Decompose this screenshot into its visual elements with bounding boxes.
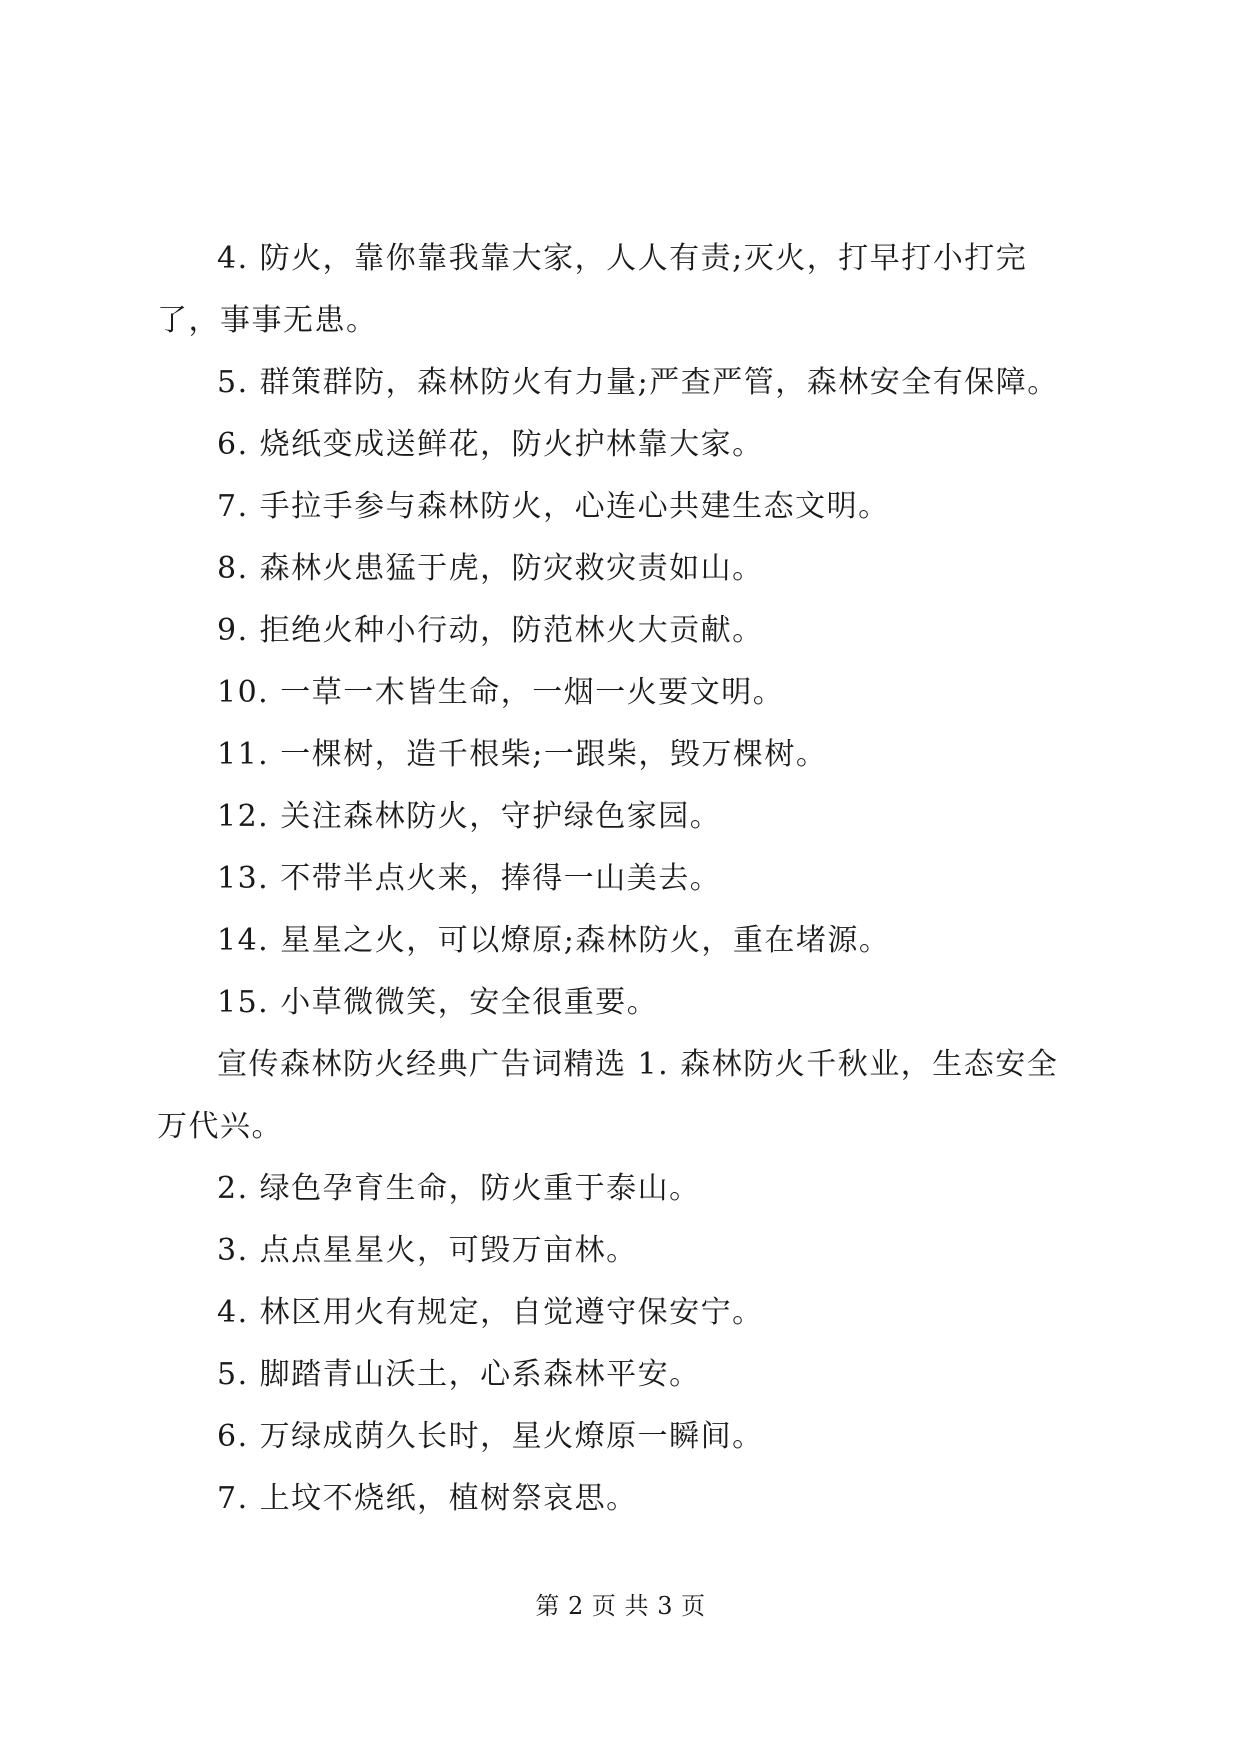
- paragraph: 15. 小草微微笑，安全很重要。: [217, 985, 659, 1020]
- paragraph: 5. 脚踏青山沃土，心系森林平安。: [217, 1357, 701, 1392]
- page-footer: 第 2 页 共 3 页: [535, 1592, 706, 1620]
- paragraph: 7. 上坟不烧纸，植树祭哀思。: [217, 1481, 638, 1516]
- paragraph: 4. 防火，靠你靠我靠大家，人人有责;灭火，打早打小打完了，事事无患。: [157, 241, 1028, 338]
- paragraph: 10. 一草一木皆生命，一烟一火要文明。: [217, 675, 785, 710]
- paragraph: 12. 关注森林防火，守护绿色家园。: [217, 799, 722, 834]
- paragraph: 7. 手拉手参与森林防火，心连心共建生态文明。: [217, 489, 890, 524]
- paragraph: 11. 一棵树，造千根柴;一跟柴，毁万棵树。: [217, 737, 828, 772]
- paragraph: 2. 绿色孕育生命，防火重于泰山。: [217, 1171, 701, 1206]
- paragraph: 13. 不带半点火来，捧得一山美去。: [217, 861, 722, 896]
- paragraph: 6. 万绿成荫久长时，星火燎原一瞬间。: [217, 1419, 764, 1454]
- paragraph: 3. 点点星星火，可毁万亩林。: [217, 1233, 638, 1268]
- paragraph: 8. 森林火患猛于虎，防灾救灾责如山。: [217, 551, 764, 586]
- paragraph: 6. 烧纸变成送鲜花，防火护林靠大家。: [217, 427, 764, 462]
- paragraph: 14. 星星之火，可以燎原;森林防火，重在堵源。: [217, 923, 891, 958]
- section-heading-paragraph: 宣传森林防火经典广告词精选 1. 森林防火千秋业，生态安全万代兴。: [157, 1047, 1059, 1144]
- document-body: [157, 228, 1087, 1530]
- paragraph: 4. 林区用火有规定，自觉遵守保安宁。: [217, 1295, 764, 1330]
- paragraph: 5. 群策群防，森林防火有力量;严查严管，森林安全有保障。: [217, 365, 1059, 400]
- paragraph: 9. 拒绝火种小行动，防范林火大贡献。: [217, 613, 764, 648]
